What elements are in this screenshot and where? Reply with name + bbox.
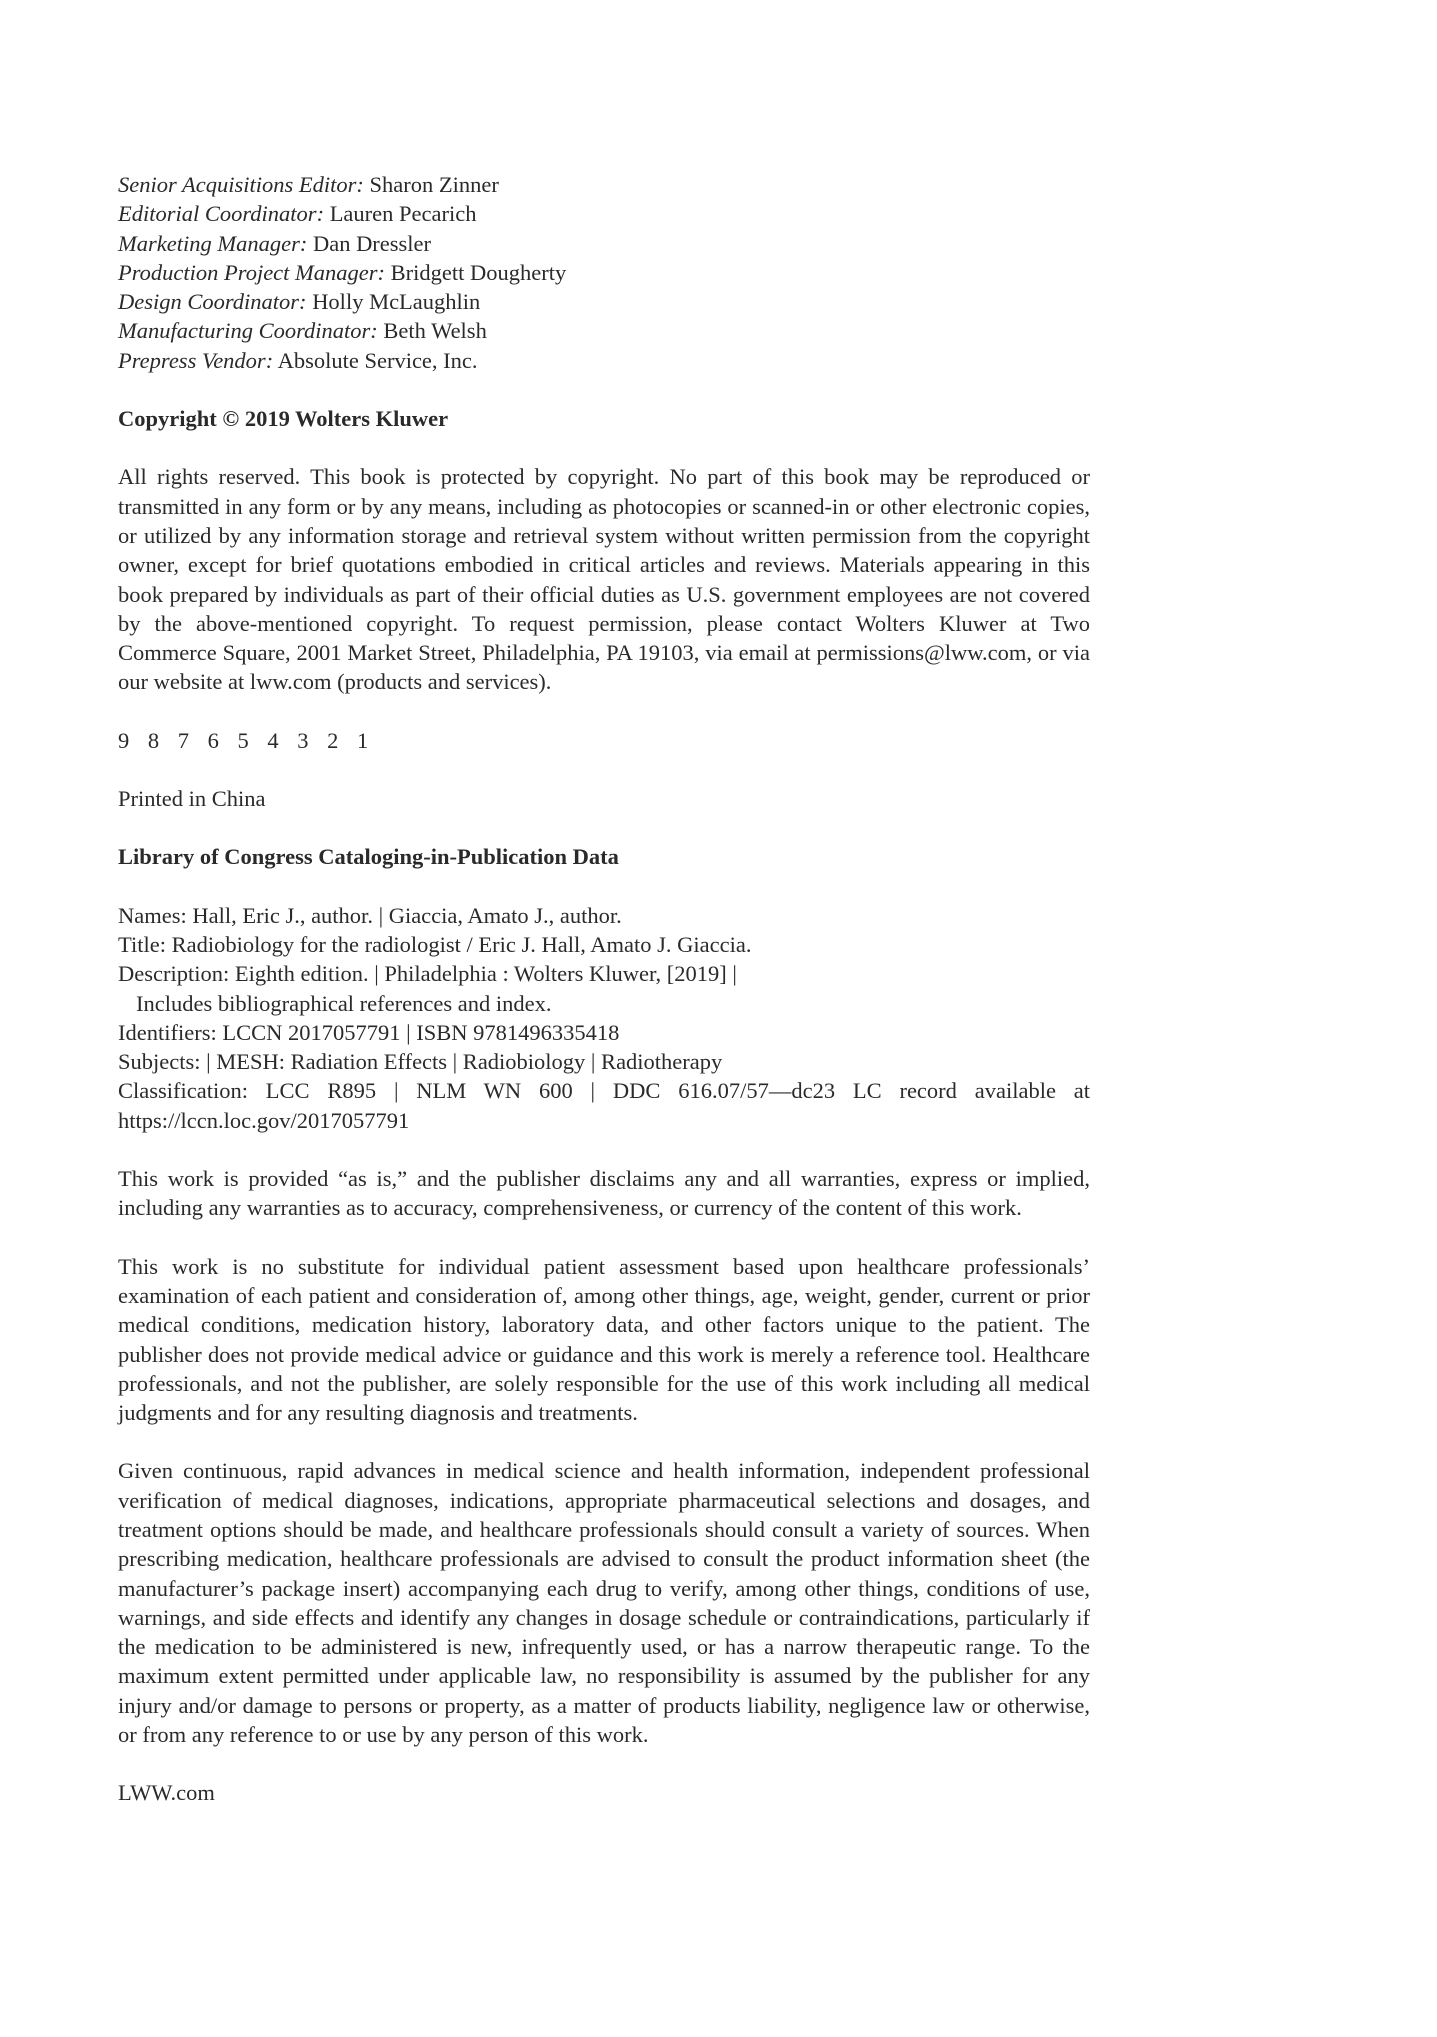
credit-line: [118, 287, 1090, 316]
credit-line: [118, 199, 1090, 228]
disclaimer-paragraph: This work is provided “as is,” and the publisher disclaims any and all warranties, express or implied, including any warranties as to accuracy, comprehensiveness, or currency of the content of this work.: [118, 1166, 1090, 1221]
credit-role: Prepress Vendor:: [118, 347, 274, 373]
rights-paragraph: All rights reserved. This book is protected by copyright. No part of this book may be reproduced or transmitted in any form or by any means, including as photocopies or scanned-in or other electronic copies, or utilized by any information storage and retrieval system without written permission from the copyright owner, except for brief quotations embodied in critical articles and reviews. Materials appearing in this book prepared by individuals as part of their official duties as U.S. government employees are not covered by the above-mentioned copyright. To request permission, please contact Wolters Kluwer at Two Commerce Square, 2001 Market Street, Philadelphia, PA 19103, via email at permissions@lww.com, or via our website at lww.com (products and services).: [118, 464, 1090, 695]
credit-name: Beth Welsh: [383, 318, 487, 344]
credit-line: [118, 346, 1090, 375]
cip-subjects: Subjects: | MESH: Radiation Effects | Radiobiology | Radiotherapy: [118, 1049, 723, 1075]
cip-description-continued: Includes bibliographical references and index.: [136, 990, 552, 1016]
copyright-heading: Copyright © 2019 Wolters Kluwer: [118, 406, 449, 432]
cip-heading: Library of Congress Cataloging-in-Publication Data: [118, 844, 619, 870]
credit-name: Bridgett Dougherty: [390, 259, 567, 285]
credit-role: Editorial Coordinator:: [118, 201, 325, 227]
website-link: LWW.com: [118, 1780, 215, 1806]
printed-in: Printed in China: [118, 786, 266, 812]
cip-title: Title: Radiobiology for the radiologist / Eric J. Hall, Amato J. Giaccia.: [118, 931, 752, 957]
cip-description: Description: Eighth edition. | Philadelphia : Wolters Kluwer, [2019] |: [118, 961, 737, 987]
cip-record: [118, 901, 1090, 1135]
credits-list: [118, 170, 1090, 375]
disclaimer-paragraph: Given continuous, rapid advances in medical science and health information, independent professional verification of medical diagnoses, indications, appropriate pharmaceutical selections and dosages, and treatment options should be made, and healthcare professionals should consult a variety of sources. When prescribing medication, healthcare professionals are advised to consult the product information sheet (the manufacturer’s package insert) accompanying each drug to verify, among other things, conditions of use, warnings, and side effects and identify any changes in dosage schedule or contraindications, particularly if the medication to be administered is new, infrequently used, or has a narrow therapeutic range. To the maximum extent permitted under applicable law, no responsibility is assumed by the publisher for any injury and/or damage to persons or property, as a matter of products liability, negligence law or otherwise, or from any reference to or use by any person of this work.: [118, 1458, 1090, 1748]
credit-name: Lauren Pecarich: [329, 201, 477, 227]
credit-name: Absolute Service, Inc.: [277, 347, 478, 373]
credit-role: Marketing Manager:: [118, 230, 308, 256]
credit-name: Dan Dressler: [312, 230, 432, 256]
credit-role: Design Coordinator:: [118, 289, 307, 315]
credit-role: Production Project Manager:: [118, 259, 386, 285]
credit-name: Holly McLaughlin: [312, 289, 481, 315]
credit-line: [118, 316, 1090, 345]
credit-line: [118, 258, 1090, 287]
copyright-page: [118, 170, 1090, 1808]
cip-classification: Classification: LCC R895 | NLM WN 600 | DDC 616.07/57—dc23 LC record available at https://lccn.loc.gov/2017057791: [118, 1078, 1090, 1133]
credit-line: [118, 229, 1090, 258]
disclaimer-paragraph: This work is no substitute for individual patient assessment based upon healthcare professionals’ examination of each patient and consideration of, among other things, age, weight, gender, current or prior medical conditions, medication history, laboratory data, and other factors unique to the patient. The publisher does not provide medical advice or guidance and this work is merely a reference tool. Healthcare professionals, and not the publisher, are solely responsible for the use of this work including all medical judgments and for any resulting diagnosis and treatments.: [118, 1253, 1090, 1426]
printing-line: 9 8 7 6 5 4 3 2 1: [118, 727, 369, 753]
credit-line: [118, 170, 1090, 199]
credit-name: Sharon Zinner: [369, 172, 499, 197]
cip-names: Names: Hall, Eric J., author. | Giaccia, Amato J., author.: [118, 902, 622, 928]
cip-identifiers: Identifiers: LCCN 2017057791 | ISBN 9781496335418: [118, 1019, 620, 1045]
credit-role: Senior Acquisitions Editor:: [118, 172, 364, 197]
credit-role: Manufacturing Coordinator:: [118, 318, 378, 344]
